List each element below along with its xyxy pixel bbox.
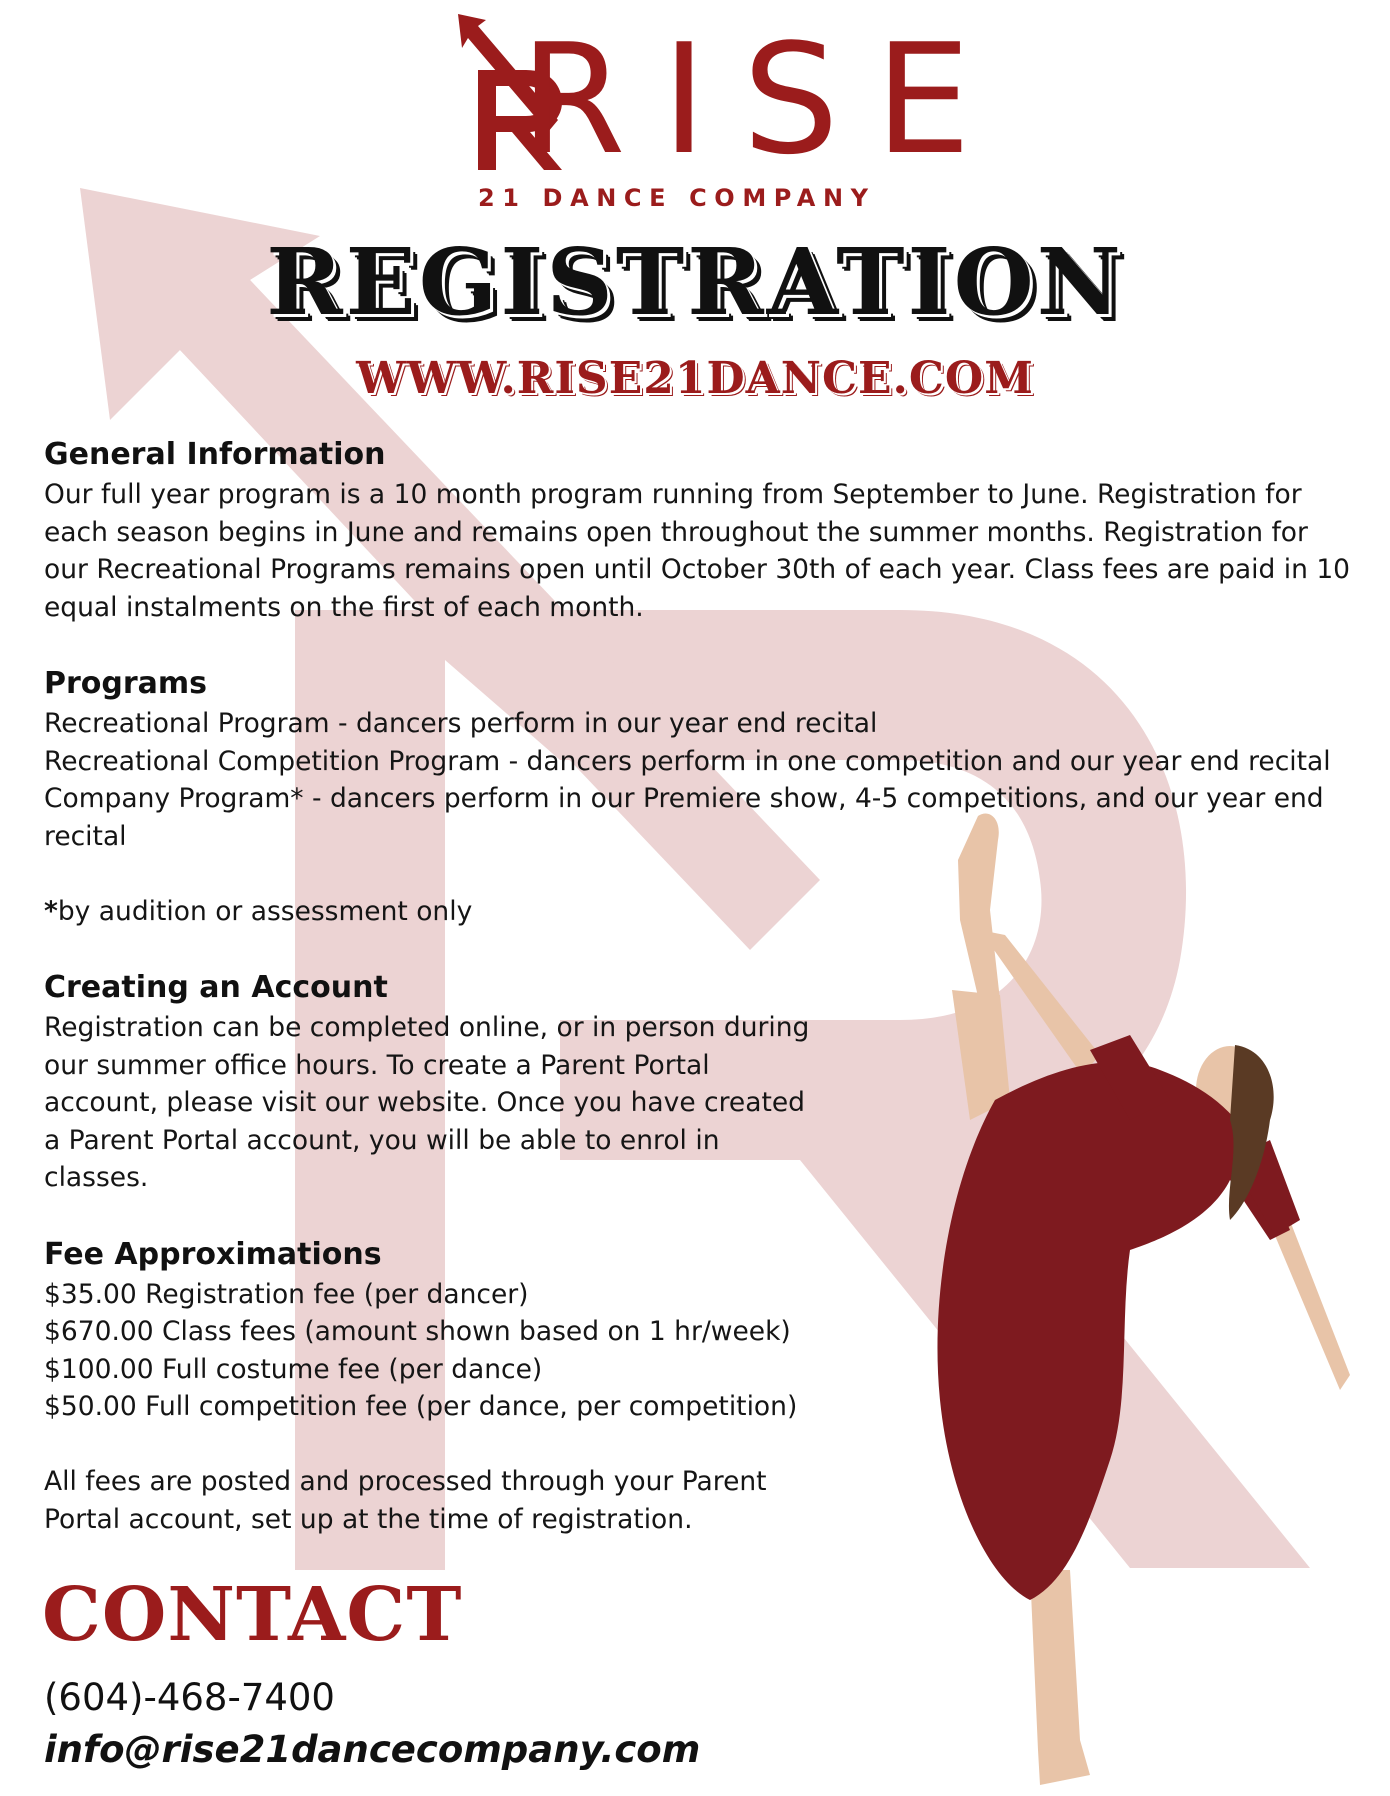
section-programs [44, 663, 1354, 930]
section-general [44, 434, 1354, 626]
rise-logo [440, 10, 1007, 212]
website-url[interactable]: WWW.RISE21DANCE.COM [356, 353, 1034, 404]
logo-word: RISE [520, 11, 1007, 188]
programs-note [44, 893, 1354, 931]
fee-item: $50.00 Full competition fee (per dance, per competition) [44, 1391, 798, 1422]
contact-email[interactable]: info@rise21dancecompany.com [44, 1728, 701, 1771]
fees-footer: All fees are posted and processed through your Parent Portal account, set up at the time of registration. [44, 1466, 767, 1535]
general-heading: General Information [44, 437, 386, 472]
page-title: REGISTRATION [266, 228, 1124, 336]
fee-item: $670.00 Class fees (amount shown based on 1 hr/week) [44, 1316, 791, 1347]
general-body: Our full year program is a 10 month program running from September to June. Registration for each season begins in June and remains open throughout the summer months. Registration for our Recreational Programs remains open until October 30th of each year. Class fees are paid in 10 equal instalments on the first of each month. [44, 479, 1351, 623]
programs-note-star: * [44, 895, 58, 927]
fees-heading: Fee Approximations [44, 1236, 382, 1272]
programs-heading: Programs [44, 666, 208, 701]
section-fees [44, 1234, 824, 1539]
programs-note-text: by audition or assessment only [57, 895, 473, 927]
account-heading: Creating an Account [44, 970, 388, 1005]
main-content [44, 434, 1354, 1575]
account-body: Registration can be completed online, or in person during our summer office hours. To create a Parent Portal account, please visit our website. Once you have created a Parent Portal account, you will be able to enrol in classes. [44, 1012, 810, 1193]
fee-item: $100.00 Full costume fee (per dance) [44, 1353, 543, 1385]
fee-item: $35.00 Registration fee (per dancer) [44, 1278, 529, 1310]
program-item: Company Program* - dancers perform in our Premiere show, 4-5 competitions, and our year end recital [44, 783, 1324, 852]
contact-heading: CONTACT [42, 1572, 463, 1658]
program-item: Recreational Program - dancers perform in our year end recital [44, 708, 878, 739]
section-account [44, 967, 824, 1197]
program-item: Recreational Competition Program - dancers perform in one competition and our year end recital [44, 745, 1331, 777]
contact-phone[interactable]: (604)-468-7400 [44, 1676, 335, 1719]
logo-subtitle: 21 DANCE COMPANY [478, 184, 876, 212]
